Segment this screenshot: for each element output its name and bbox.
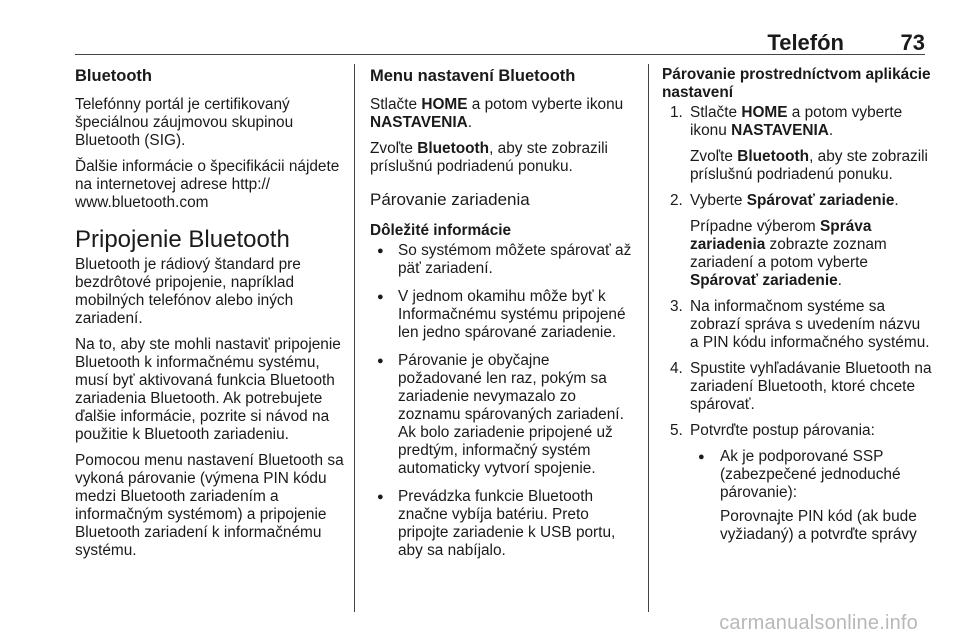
- column-divider-2: [648, 64, 649, 612]
- list-item: ● Párovanie je obyčajne požadované len raz, pokým sa zariadenie nevymazalo zo zoznamu spárovaných zariadení. Ak bolo zariadenie pripojené už predtým, informačný systém automaticky vytvorí spojenie.: [370, 352, 636, 478]
- list-item: ● V jednom okamihu môže byť k Informačnému systému pripojené len jedno spárované zariadenie.: [370, 288, 636, 342]
- column-divider-1: [354, 64, 355, 612]
- important-info-list: [370, 242, 636, 560]
- paragraph: Bluetooth je rádiový štandard pre bezdrôtové pripojenie, napríklad mobilných telefónov alebo iných zariadení.: [75, 256, 301, 327]
- step-item: 2. Vyberte Spárovať zariadenie. Prípadne výberom Správa zariadenia zobrazte zoznam zariadení a potom vyberte Spárovať zariadenie.: [670, 192, 899, 289]
- step-number: 5.: [670, 422, 683, 439]
- step-item: 5. Potvrďte postup párovania: ● Ak je podporované SSP (zabezpečené jednoduché párovanie): Porovnajte PIN kód (ak bude vyžiadaný) a potvrďte správy: [662, 422, 932, 544]
- watermark: carmanualsonline.info: [719, 612, 918, 634]
- page-number: 73: [900, 30, 925, 55]
- heading-bluetooth-settings-menu: Menu nastavení Bluetooth: [370, 67, 576, 85]
- column-3: [662, 66, 932, 552]
- ssp-sub-list: [690, 448, 932, 544]
- column-2: [370, 66, 636, 570]
- list-item: ● Ak je podporované SSP (zabezpečené jednoduché párovanie): Porovnajte PIN kód (ak bude vyžiadaný) a potvrďte správy: [690, 448, 932, 544]
- step-number: 1.: [670, 104, 683, 121]
- step-number: 2.: [670, 192, 683, 209]
- list-item: ● So systémom môžete spárovať až päť zariadení.: [370, 242, 636, 278]
- heading-bluetooth: Bluetooth: [75, 67, 152, 85]
- paragraph: Stlačte HOME a potom vyberte ikonu NASTAVENIA.: [370, 96, 624, 131]
- page-section-title: Telefón: [767, 30, 844, 55]
- paragraph: Telefónny portál je certifikovaný špeciálnou záujmovou skupinou Bluetooth (SIG).: [75, 96, 294, 149]
- step-item: 4. Spustite vyhľadávanie Bluetooth na zariadení Bluetooth, ktoré chcete spárovať.: [670, 360, 932, 413]
- step-number: 3.: [670, 298, 683, 315]
- paragraph: Zvoľte Bluetooth, aby ste zobrazili príslušnú podriadenú ponuku.: [370, 140, 608, 175]
- heading-pairing-via-settings-app: Párovanie prostredníctvom aplikácie nastavení: [662, 66, 931, 101]
- paragraph: Na to, aby ste mohli nastaviť pripojenie Bluetooth k informačnému systému, musí byť aktivovaná funkcia Bluetooth zariadenia Bluetooth. Ak potrebujete ďalšie informácie, pozrite si návod na použitie k Bluetooth zariadeniu.: [75, 336, 341, 443]
- header-rule: [75, 54, 925, 55]
- step-number: 4.: [670, 360, 683, 377]
- step-item: 1. Stlačte HOME a potom vyberte ikonu NASTAVENIA. Zvoľte Bluetooth, aby ste zobrazili príslušnú podriadenú ponuku.: [670, 104, 928, 183]
- heading-important-info: Dôležité informácie: [370, 222, 512, 239]
- column-1: [75, 66, 347, 568]
- pairing-steps: [662, 104, 932, 544]
- list-item: ● Prevádzka funkcie Bluetooth značne vybíja batériu. Preto pripojte zariadenie k USB portu, aby sa nabíjalo.: [370, 488, 636, 560]
- step-item: 3. Na informačnom systéme sa zobrazí správa s uvedením názvu a PIN kódu informačného systému.: [670, 298, 930, 351]
- heading-bluetooth-connection: Pripojenie Bluetooth: [75, 226, 290, 253]
- paragraph: Ďalšie informácie o špecifikácii nájdete na internetovej adrese http:// www.bluetooth.com: [75, 158, 340, 211]
- heading-device-pairing: Párovanie zariadenia: [370, 190, 530, 209]
- paragraph: Pomocou menu nastavení Bluetooth sa vykoná párovanie (výmena PIN kódu medzi Bluetooth zariadením a informačným systémom) a pripojenie Bluetooth zariadení k informačnému systému.: [75, 452, 344, 559]
